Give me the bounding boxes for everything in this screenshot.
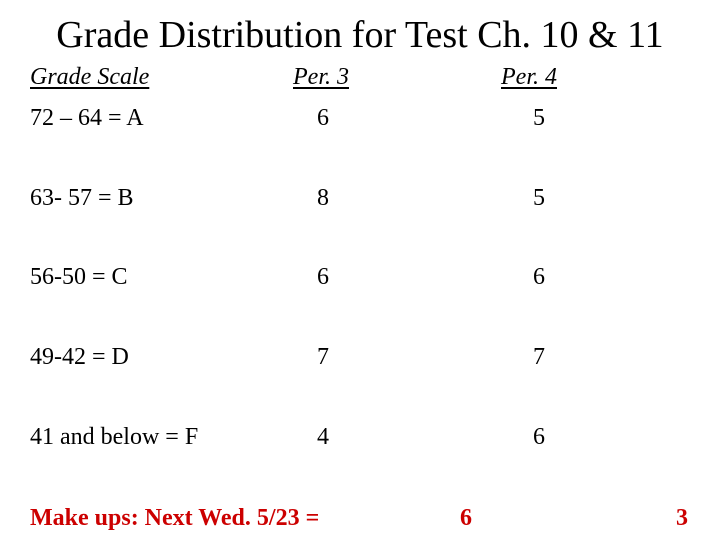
period3-count-a: 6 [317, 105, 329, 131]
period4-count-f: 6 [533, 424, 545, 450]
period3-count-d: 7 [317, 344, 329, 370]
period3-count-f: 4 [317, 424, 329, 450]
grade-scale-c: 56-50 = C [30, 264, 128, 290]
header-period-4: Per. 4 [501, 64, 557, 90]
header-grade-scale: Grade Scale [30, 64, 150, 90]
period4-count-d: 7 [533, 344, 545, 370]
period3-count-b: 8 [317, 185, 329, 211]
period4-count-c: 6 [533, 264, 545, 290]
period4-count-a: 5 [533, 105, 545, 131]
makeups-period3: 6 [460, 505, 472, 531]
slide-title: Grade Distribution for Test Ch. 10 & 11 [56, 14, 664, 56]
grade-scale-b: 63- 57 = B [30, 185, 134, 211]
period3-count-c: 6 [317, 264, 329, 290]
period4-count-b: 5 [533, 185, 545, 211]
makeups-period4: 3 [676, 505, 688, 531]
grade-scale-d: 49-42 = D [30, 344, 129, 370]
grade-scale-a: 72 – 64 = A [30, 105, 144, 131]
grade-scale-f: 41 and below = F [30, 424, 199, 450]
header-period-3: Per. 3 [293, 64, 349, 90]
makeups-label: Make ups: Next Wed. 5/23 = [30, 505, 320, 531]
